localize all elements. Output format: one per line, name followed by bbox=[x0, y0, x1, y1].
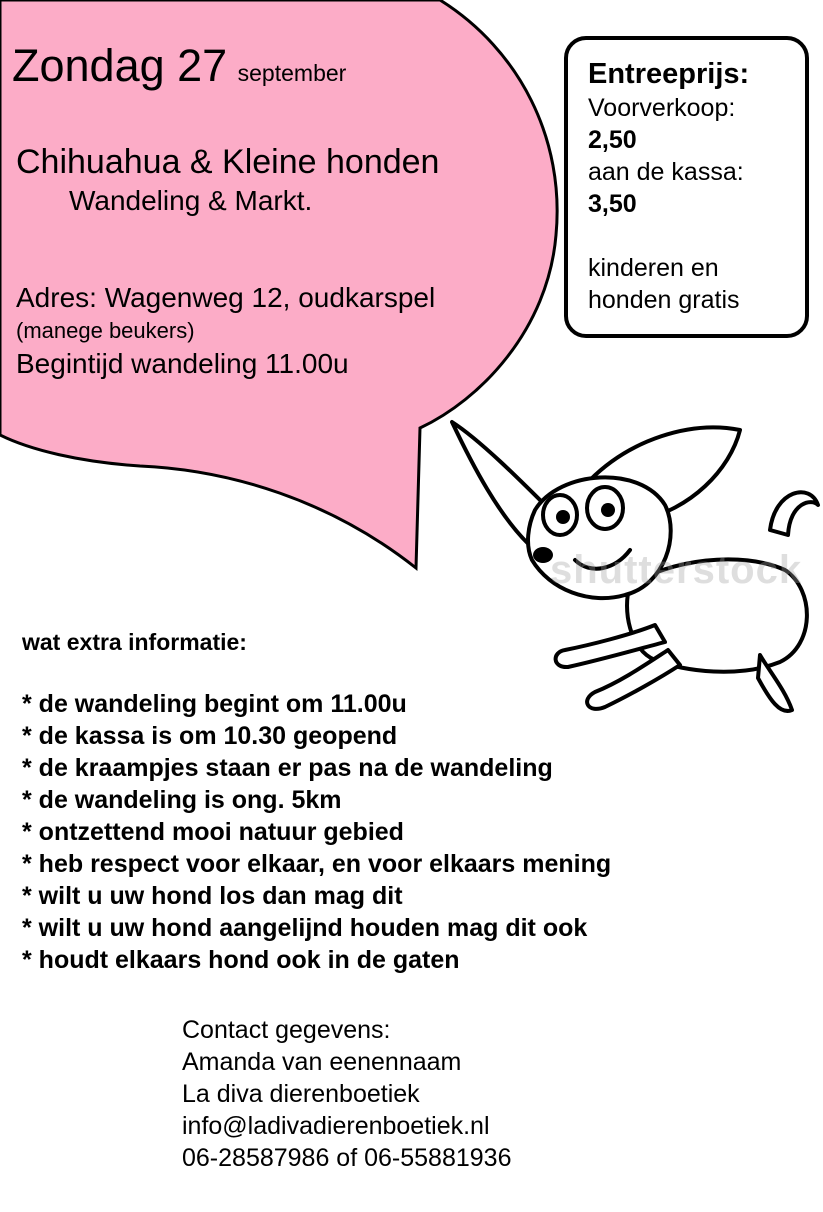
contact-heading: Contact gegevens: bbox=[182, 1016, 391, 1044]
event-day: Zondag 27 bbox=[12, 40, 228, 91]
event-month: september bbox=[237, 60, 347, 86]
free-entry-line1: kinderen en bbox=[588, 254, 719, 282]
info-item: * de kassa is om 10.30 geopend bbox=[22, 722, 398, 750]
info-item: * wilt u uw hond los dan mag dit bbox=[22, 882, 403, 910]
contact-email[interactable]: info@ladivadierenboetiek.nl bbox=[182, 1112, 490, 1140]
presale-label: Voorverkoop: bbox=[588, 94, 736, 122]
contact-name: Amanda van eenennaam bbox=[182, 1048, 462, 1076]
event-title: Chihuahua & Kleine honden bbox=[16, 143, 440, 181]
info-item: * wilt u uw hond aangelijnd houden mag dit ook bbox=[22, 914, 588, 942]
presale-price: 2,50 bbox=[588, 126, 637, 154]
info-item: * de kraampjes staan er pas na de wandeling bbox=[22, 754, 553, 782]
watermark-text: shutterstock bbox=[550, 548, 803, 592]
event-date bbox=[12, 40, 346, 92]
free-entry-line2: honden gratis bbox=[588, 286, 740, 314]
event-start-time: Begintijd wandeling 11.00u bbox=[16, 348, 349, 379]
event-address: Adres: Wagenweg 12, oudkarspel bbox=[16, 282, 436, 313]
info-item: * de wandeling begint om 11.00u bbox=[22, 690, 407, 718]
event-address-note: (manege beukers) bbox=[16, 318, 195, 343]
info-item: * ontzettend mooi natuur gebied bbox=[22, 818, 404, 846]
info-item: * de wandeling is ong. 5km bbox=[22, 786, 342, 814]
price-heading: Entreeprijs: bbox=[588, 58, 750, 90]
door-price: 3,50 bbox=[588, 190, 637, 218]
contact-shop: La diva dierenboetiek bbox=[182, 1080, 420, 1108]
info-item: * heb respect voor elkaar, en voor elkaars mening bbox=[22, 850, 612, 878]
event-subtitle: Wandeling & Markt. bbox=[69, 185, 313, 216]
door-label: aan de kassa: bbox=[588, 158, 744, 186]
info-item: * houdt elkaars hond ook in de gaten bbox=[22, 946, 460, 974]
contact-phones: 06-28587986 of 06-55881936 bbox=[182, 1144, 512, 1172]
info-heading: wat extra informatie: bbox=[22, 629, 247, 655]
price-box bbox=[564, 36, 809, 338]
